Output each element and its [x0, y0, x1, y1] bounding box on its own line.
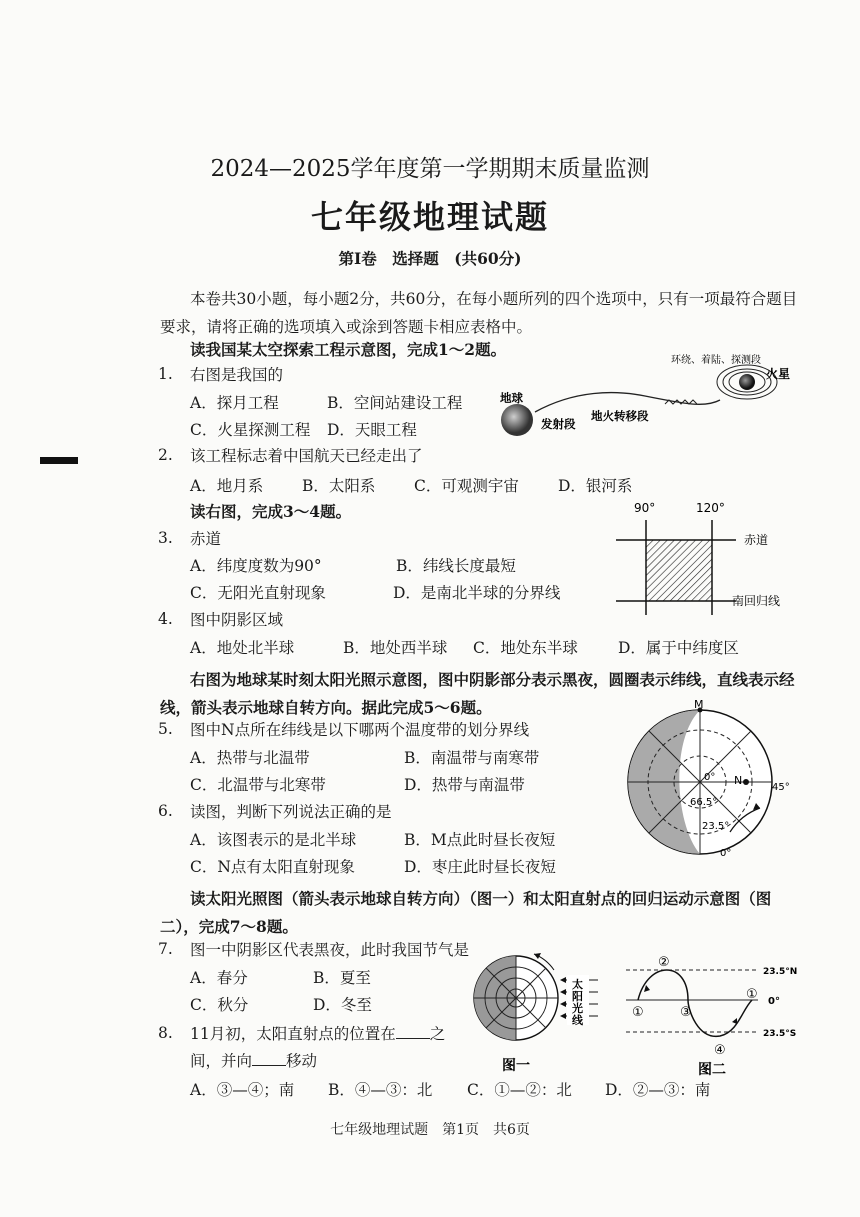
- question-number: 7.: [158, 940, 173, 958]
- question-number: 8.: [158, 1024, 173, 1042]
- section-prompt-1: 读我国某太空探索工程示意图，完成1～2题。: [190, 340, 507, 359]
- option: B．M点此时昼长夜短: [404, 831, 556, 849]
- option: D．银河系: [558, 477, 633, 495]
- point-1b: ①: [746, 987, 758, 1002]
- option: D．天眼工程: [327, 421, 417, 439]
- option: C．①—②：北: [467, 1081, 572, 1099]
- label-mars: 火星: [766, 367, 791, 381]
- label-tropic: 南回归线: [732, 594, 781, 608]
- point-3: ③: [680, 1005, 692, 1020]
- label-235: 23.5°: [702, 821, 730, 832]
- label-n: N: [734, 774, 743, 787]
- caption-figure-two: 图二: [698, 1062, 726, 1078]
- margin-mark: [40, 457, 78, 464]
- question-number: 5.: [158, 720, 173, 738]
- question-stem: 读图，判断下列说法正确的是: [190, 803, 392, 821]
- option: B．④—③：北: [328, 1081, 433, 1099]
- option: B．太阳系: [302, 477, 376, 495]
- label-0-inner: 0°: [704, 772, 716, 783]
- option: C．无阳光直射现象: [190, 584, 326, 602]
- sun-label-1: 太: [572, 978, 583, 991]
- sun-label-2: 阳: [572, 990, 583, 1003]
- option: B．南温带与南寒带: [404, 749, 540, 767]
- question-stem: 图一中阴影区代表黑夜，此时我国节气是: [190, 941, 470, 959]
- option: A．热带与北温带: [190, 749, 310, 767]
- option: D．属于中纬度区: [618, 639, 739, 657]
- label-235n: 23.5°N: [763, 967, 798, 977]
- option: A．③—④；南: [190, 1081, 295, 1099]
- question-number: 1.: [158, 365, 173, 383]
- label-lon-90: 90°: [634, 501, 656, 515]
- option: A．春分: [190, 969, 248, 987]
- option: B．纬线长度最短: [396, 557, 516, 575]
- question-number: 4.: [158, 610, 173, 628]
- question-stem: 赤道: [190, 530, 222, 548]
- question-stem: 右图是我国的: [190, 366, 284, 384]
- mars-globe-icon: [739, 374, 755, 390]
- question-stem: 图中N点所在纬线是以下哪两个温度带的划分界线: [190, 721, 530, 739]
- answer-blank[interactable]: [252, 1051, 286, 1066]
- option: C．可观测宇宙: [414, 477, 519, 495]
- option: A．该图表示的是北半球: [190, 831, 357, 849]
- section-prompt-3: 右图为地球某时刻太阳光照示意图，图中阴影部分表示黑夜，圆圈表示纬线，直线表示经线，箭头表示地球自转方向。据此完成5～6题。: [160, 670, 795, 717]
- option: D．热带与南温带: [404, 776, 525, 794]
- label-equator: 赤道: [744, 533, 769, 547]
- label-lon-120: 120°: [696, 501, 725, 515]
- sun-label-3: 光: [572, 1002, 583, 1015]
- question-number: 6.: [158, 802, 173, 820]
- question-number: 3.: [158, 529, 173, 547]
- option: A．地月系: [190, 477, 264, 495]
- earth-globe-icon: [501, 404, 533, 436]
- option: C．火星探测工程: [190, 421, 311, 439]
- label-235s: 23.5°S: [763, 1029, 797, 1039]
- point-2: ②: [658, 955, 670, 970]
- question-stem: 该工程标志着中国航天已经走出了: [190, 447, 423, 465]
- instructions: 本卷共30小题，每小题2分，共60分，在每小题所列的四个选项中，只有一项最符合题目要求，请将正确的选项填入或涂到答题卡相应表格中。: [160, 290, 798, 336]
- option: C．地处东半球: [473, 639, 578, 657]
- figure-one-diagram: [462, 948, 612, 1078]
- option: C．秋分: [190, 996, 249, 1014]
- shaded-region: [646, 540, 712, 601]
- option: A．地处北半球: [190, 639, 295, 657]
- option: B．空间站建设工程: [327, 394, 463, 412]
- option: A．探月工程: [190, 394, 279, 412]
- exam-title: 2024—2025学年度第一学期期末质量监测: [210, 156, 650, 182]
- point-4: ④: [714, 1043, 726, 1058]
- option: A．纬度度数为90°: [190, 557, 322, 575]
- figure-two-diagram: [618, 950, 808, 1080]
- mars-mission-diagram: [495, 350, 805, 440]
- polar-sunlight-diagram: [620, 700, 820, 862]
- label-launch: 发射段: [541, 417, 576, 431]
- question-number: 2.: [158, 446, 173, 464]
- option: D．冬至: [313, 996, 372, 1014]
- latlon-grid-diagram: [610, 498, 790, 616]
- label-m: M: [694, 700, 704, 711]
- option: B．夏至: [313, 969, 371, 987]
- section-title: 第Ⅰ卷 选择题 (共60分): [338, 249, 522, 268]
- option: D．枣庄此时昼长夜短: [404, 858, 556, 876]
- label-transfer: 地火转移段: [591, 409, 649, 423]
- section-prompt-2: 读右图，完成3～4题。: [190, 502, 352, 521]
- option: C．N点有太阳直射现象: [190, 858, 355, 876]
- label-0-outer: 0°: [720, 848, 732, 859]
- option: D．是南北半球的分界线: [393, 584, 561, 602]
- option: C．北温带与北寒带: [190, 776, 326, 794]
- question-stem: 图中阴影区域: [190, 611, 284, 629]
- caption-figure-one: 图一: [502, 1058, 530, 1074]
- page-footer: 七年级地理试题 第1页 共6页: [330, 1122, 530, 1138]
- sun-label-4: 线: [572, 1014, 583, 1027]
- label-665: 66.5°: [690, 797, 718, 808]
- section-prompt-4: 读太阳光照图（箭头表示地球自转方向）（图一）和太阳直射点的回归运动示意图（图二），完成7～8题。: [160, 889, 772, 936]
- label-zero: 0°: [768, 996, 780, 1007]
- option: B．地处西半球: [343, 639, 448, 657]
- label-45: 45°: [772, 782, 790, 793]
- point-1: ①: [632, 1005, 644, 1020]
- option: D．②—③：南: [605, 1081, 711, 1099]
- label-stages: 环绕、着陆、探测段: [671, 355, 761, 366]
- question-stem: 11月初，太阳直射点的位置在 之: [190, 1025, 446, 1043]
- label-earth: 地球: [500, 391, 523, 405]
- subject-title: 七年级地理试题: [310, 198, 549, 236]
- question-stem-cont: 间，并向 移动: [190, 1052, 318, 1070]
- answer-blank[interactable]: [396, 1024, 430, 1039]
